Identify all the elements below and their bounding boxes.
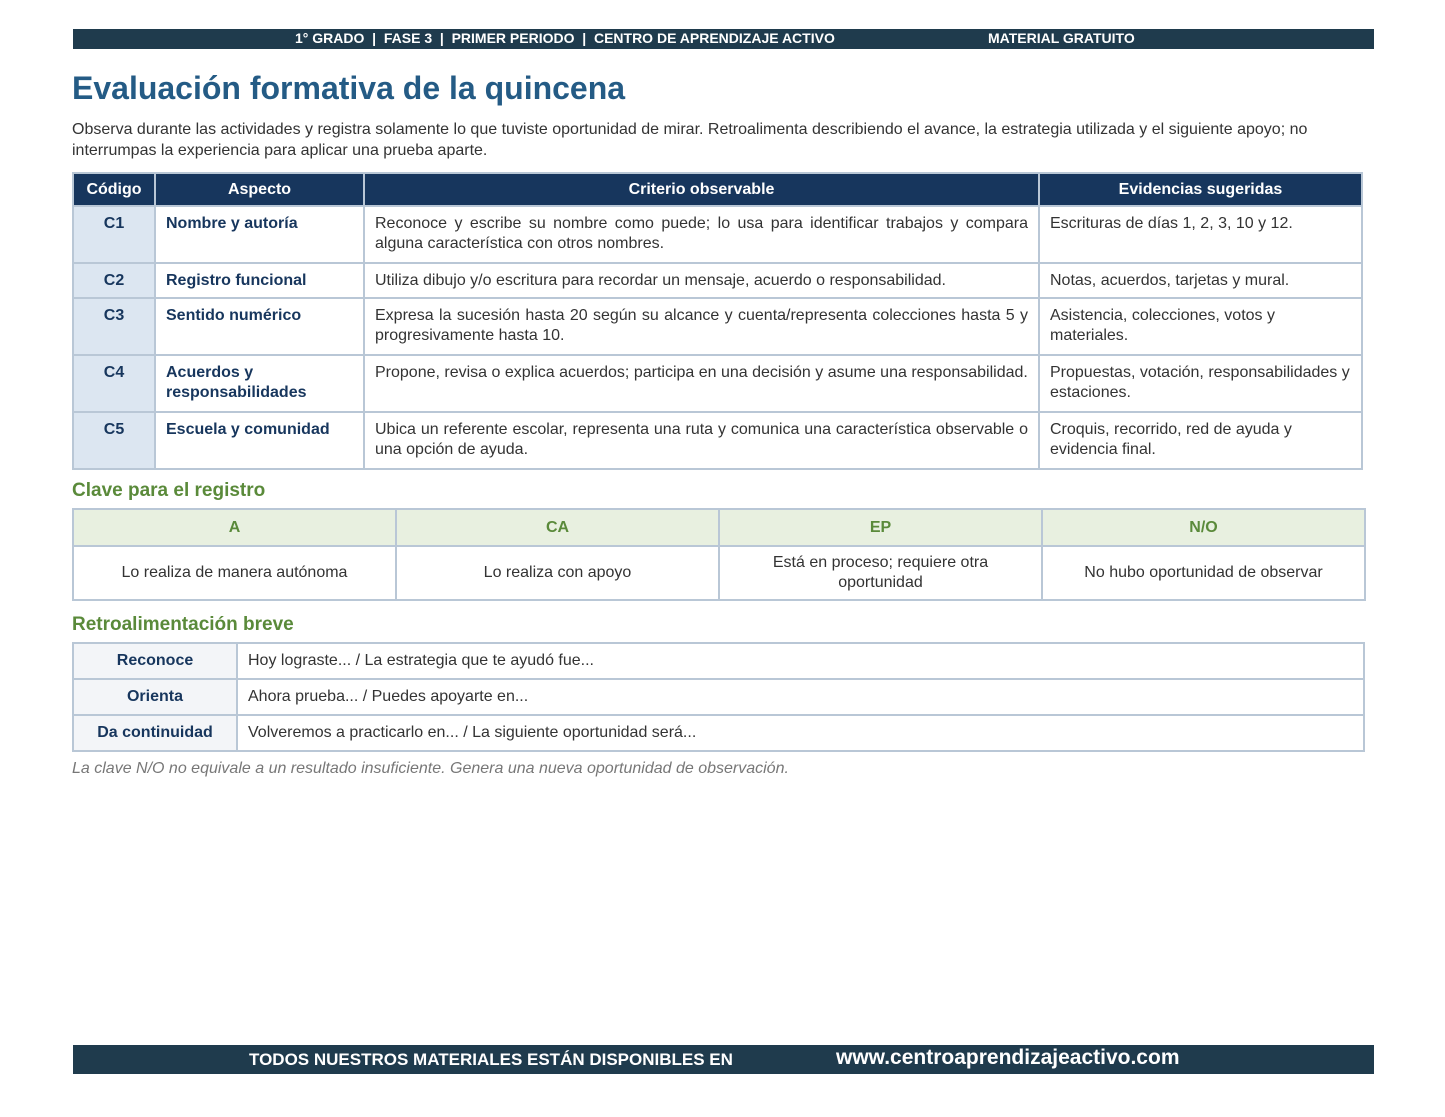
row-code: C2 [73,263,155,298]
feedback-label: Orienta [73,679,237,715]
header-criterio: Criterio observable [364,173,1039,206]
feedback-label: Da continuidad [73,715,237,751]
key-description-row [73,546,1365,600]
key-desc-a: Lo realiza de manera autónoma [73,546,396,600]
table-row [73,206,1362,263]
criteria-header-row [73,173,1362,206]
feedback-section-title: Retroalimentación breve [72,614,294,635]
key-code-no: N/O [1042,509,1365,546]
feedback-label: Reconoce [73,643,237,679]
row-criterion: Ubica un referente escolar, representa una ruta y comunica una característica observable o una opción de ayuda. [364,412,1039,469]
table-row [73,355,1362,412]
row-code: C4 [73,355,155,412]
row-criterion: Reconoce y escribe su nombre como puede; lo usa para identificar trabajos y compara alguna característica con otros nombres. [364,206,1039,263]
header-info: 1° GRADO | FASE 3 | PRIMER PERIODO | CENTRO DE APRENDIZAJE ACTIVO [295,30,835,46]
row-criterion: Expresa la sucesión hasta 20 según su alcance y cuenta/representa colecciones hasta 5 y progresivamente hasta 10. [364,298,1039,355]
row-code: C1 [73,206,155,263]
footer-url-link[interactable]: www.centroaprendizajeactivo.com [836,1046,1180,1069]
key-table [72,508,1366,601]
table-row [73,412,1362,469]
criteria-table [72,172,1363,470]
row-evidence: Escrituras de días 1, 2, 3, 10 y 12. [1039,206,1362,263]
key-section-title: Clave para el registro [72,480,266,501]
footer-text: TODOS NUESTROS MATERIALES ESTÁN DISPONIBLES EN [249,1050,733,1069]
row-evidence: Propuestas, votación, responsabilidades y estaciones. [1039,355,1362,412]
row-aspect: Escuela y comunidad [155,412,364,469]
row-evidence: Croquis, recorrido, red de ayuda y evidencia final. [1039,412,1362,469]
key-desc-ep: Está en proceso; requiere otra oportunidad [719,546,1042,600]
intro-paragraph: Observa durante las actividades y registra solamente lo que tuviste oportunidad de mirar. Retroalimenta describiendo el avance, la estrategia utilizada y el siguiente apoyo; no interrumpas la experiencia para aplicar una prueba aparte. [72,121,1308,159]
key-code-ep: EP [719,509,1042,546]
header-bar [73,29,1374,49]
row-criterion: Utiliza dibujo y/o escritura para recordar un mensaje, acuerdo o responsabilidad. [364,263,1039,298]
feedback-text: Volveremos a practicarlo en... / La siguiente oportunidad será... [237,715,1364,751]
row-aspect: Nombre y autoría [155,206,364,263]
feedback-row [73,679,1364,715]
feedback-text: Ahora prueba... / Puedes apoyarte en... [237,679,1364,715]
page-title: Evaluación formativa de la quincena [72,70,626,106]
header-codigo: Código [73,173,155,206]
header-aspecto: Aspecto [155,173,364,206]
key-desc-no: No hubo oportunidad de observar [1042,546,1365,600]
row-aspect: Registro funcional [155,263,364,298]
row-evidence: Notas, acuerdos, tarjetas y mural. [1039,263,1362,298]
key-desc-ca: Lo realiza con apoyo [396,546,719,600]
key-header-row [73,509,1365,546]
row-aspect: Acuerdos y responsabilidades [155,355,364,412]
table-row [73,263,1362,298]
feedback-row [73,715,1364,751]
row-evidence: Asistencia, colecciones, votos y materiales. [1039,298,1362,355]
feedback-text: Hoy lograste... / La estrategia que te ayudó fue... [237,643,1364,679]
feedback-table [72,642,1365,752]
table-row [73,298,1362,355]
footer-bar [73,1045,1374,1074]
key-code-a: A [73,509,396,546]
row-criterion: Propone, revisa o explica acuerdos; participa en una decisión y asume una responsabilidad. [364,355,1039,412]
feedback-row [73,643,1364,679]
row-aspect: Sentido numérico [155,298,364,355]
header-free-label: MATERIAL GRATUITO [988,30,1135,46]
row-code: C3 [73,298,155,355]
footnote: La clave N/O no equivale a un resultado insuficiente. Genera una nueva oportunidad de observación. [72,760,789,777]
key-code-ca: CA [396,509,719,546]
row-code: C5 [73,412,155,469]
header-evidencias: Evidencias sugeridas [1039,173,1362,206]
